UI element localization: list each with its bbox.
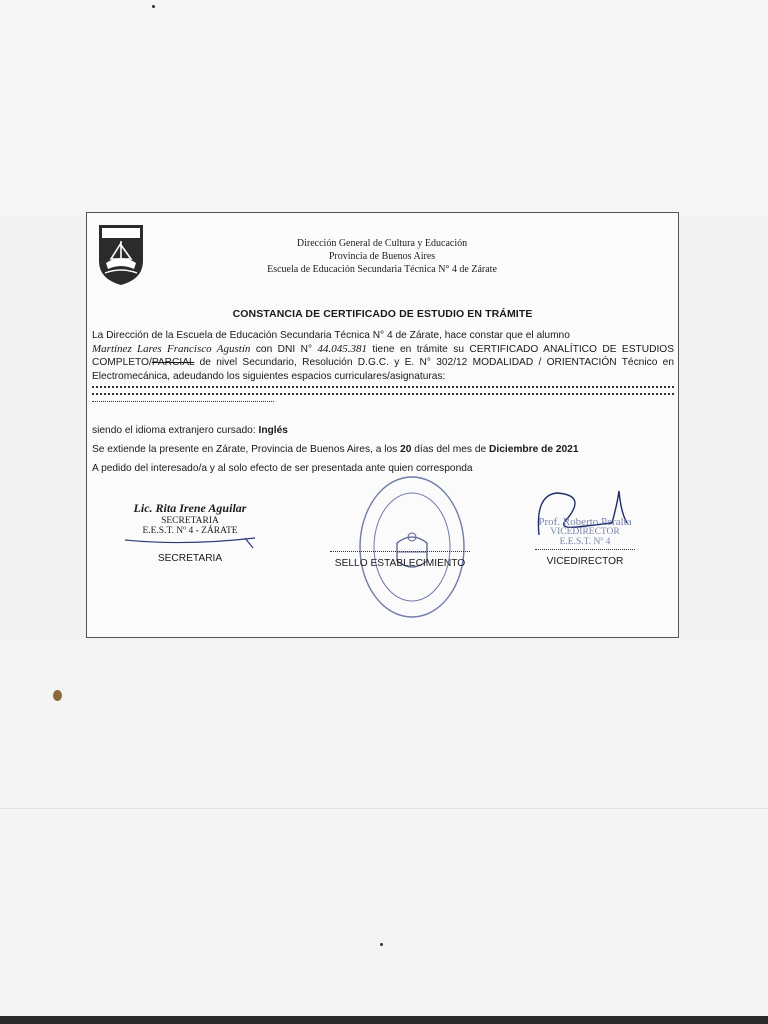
dni-prefix: con DNI N° bbox=[250, 343, 318, 355]
struck-word: PARCIAL bbox=[151, 357, 195, 368]
blank-line-1 bbox=[92, 386, 674, 388]
vicedirector-label: VICEDIRECTOR bbox=[546, 556, 624, 567]
blank-line-2 bbox=[92, 393, 674, 395]
vicedirector-line bbox=[535, 549, 635, 550]
header-line-2: Provincia de Buenos Aires bbox=[328, 251, 436, 262]
certificate-document bbox=[86, 212, 679, 638]
vicedirector-stamp-role: VICEDIRECTOR bbox=[550, 527, 620, 537]
issue-line bbox=[92, 440, 674, 459]
header-line-3: Escuela de Educación Secundaria Técnica N° 4 de Zárate bbox=[267, 264, 497, 275]
paper-bottom-margin bbox=[0, 640, 768, 1024]
paper-stain bbox=[53, 690, 62, 701]
paper-top-margin bbox=[0, 0, 768, 215]
seal-line bbox=[330, 551, 470, 552]
language-value: Inglés bbox=[258, 425, 288, 436]
secretaria-signature-block bbox=[105, 501, 275, 564]
certificate-body bbox=[92, 329, 674, 406]
secretaria-signature-stroke bbox=[105, 536, 275, 550]
vicedirector-signature-block bbox=[505, 517, 665, 567]
purpose-line: A pedido del interesado/a y al solo efecto de ser presentada ante quien corresponda bbox=[92, 463, 473, 474]
school-shield-icon bbox=[97, 223, 145, 287]
seal-signature-block bbox=[315, 551, 485, 569]
secretaria-stamp-role: SECRETARIA bbox=[161, 516, 219, 526]
vicedirector-name: Prof. Roberto Peralta bbox=[538, 516, 632, 528]
language-line bbox=[92, 421, 674, 440]
secretaria-name: Lic. Rita Irene Aguilar bbox=[133, 501, 247, 515]
scan-bottom-edge bbox=[0, 1016, 768, 1024]
school-seal-icon bbox=[357, 475, 467, 619]
vicedirector-stamp-school: E.E.S.T. Nº 4 bbox=[559, 537, 611, 547]
issue-month-year: Diciembre de 2021 bbox=[489, 444, 579, 455]
header-line-1: Dirección General de Cultura y Educación bbox=[296, 238, 468, 249]
document-title: CONSTANCIA DE CERTIFICADO DE ESTUDIO EN TRÁMITE bbox=[232, 308, 533, 320]
paper-fold-line bbox=[0, 808, 768, 809]
body-main bbox=[92, 343, 674, 384]
scan-dust bbox=[152, 5, 155, 8]
student-name: Martínez Lares Francisco Agustín bbox=[92, 342, 251, 355]
scan-dust bbox=[380, 943, 383, 946]
secretaria-stamp-school: E.E.S.T. Nº 4 - ZÁRATE bbox=[142, 526, 238, 536]
certificate-details bbox=[92, 421, 674, 478]
body-intro: La Dirección de la Escuela de Educación Secundaria Técnica N° 4 de Zárate, hace constar que el alumno bbox=[92, 330, 570, 341]
issue-prefix: Se extiende la presente en Zárate, Provincia de Buenos Aires, a los bbox=[92, 444, 401, 455]
dni-number: 44.045.381 bbox=[317, 342, 368, 355]
blank-line-3 bbox=[92, 401, 274, 402]
secretaria-label: SECRETARIA bbox=[157, 553, 223, 564]
issue-middle: días del mes de bbox=[411, 444, 490, 455]
body-cert-type: tiene en trámite su CERTIFICADO ANALÍTICO DE ESTUDIOS COMPLETO/ bbox=[92, 343, 675, 368]
body-level-text: de nivel Secundario, Resolución D.G.C. y E. N° 302/12 MODALIDAD / ORIENTACIÓN Técnico en Electromecánica, adeudando los siguientes espacios curriculares/asignaturas: bbox=[92, 357, 674, 382]
language-label: siendo el idioma extranjero cursado: bbox=[92, 425, 259, 436]
issue-day: 20 bbox=[400, 444, 412, 455]
institution-header bbox=[227, 237, 537, 276]
seal-label: SELLO ESTABLECIMIENTO bbox=[334, 558, 466, 569]
